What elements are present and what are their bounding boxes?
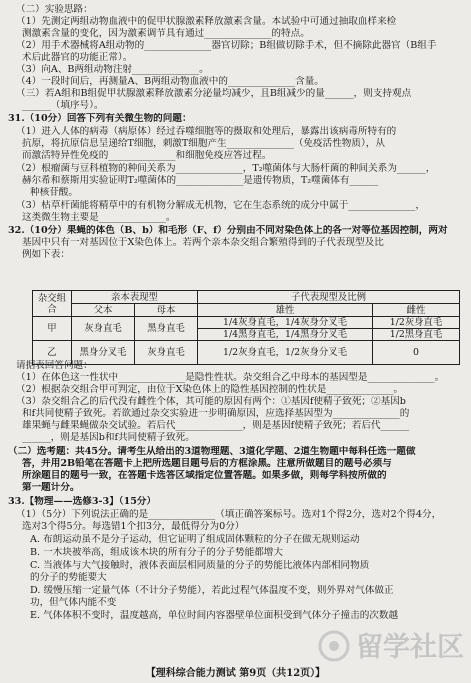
row-group-jia: 甲 <box>33 317 72 341</box>
row-father-yi: 黑身分叉毛 <box>72 341 135 365</box>
text-line: 赫尔希和蔡斯用实验证明T₂噬菌体的______________是遗传物质，T₂噬菌体有______ <box>22 175 379 186</box>
row-female-yi: 0 <box>373 341 460 365</box>
row-male-yi <box>198 341 373 365</box>
text-line: 32.（10分）果蝇的体色（B、b）和毛形（F、f）分别由不同对染色体上的各一对等位基因控制，两对 <box>8 225 448 236</box>
text-line: C. 当液体与大气接触时，液体表面层相同质量的分子的势能比液体内部相同物质 <box>30 560 370 571</box>
text-line: 这类微生物主要是______________。 <box>22 212 176 223</box>
text-line: 而激活特异性免疫的______________和细胞免疫应答过程。 <box>22 150 272 161</box>
text-line: （3）枯草杆菌能将精草中的有机物分解成无机物，它在生态系统的成分中属于______________， <box>16 200 426 211</box>
text-line: 所涂题目的题号一致，在答题卡选答区域指定位置答题。如果多做，则每学科按所做的 <box>22 470 387 481</box>
row-male-jia-1: 1/4灰身直毛，1/4灰身分叉毛 <box>198 317 373 329</box>
text-line: 抗原，将抗原信息呈递给T细胞，刺激T细胞产生______________（免疫活性物质），从 <box>22 138 385 149</box>
text-line: 种核苷酸。 <box>30 187 78 198</box>
header-group: 杂交组合 <box>33 291 72 317</box>
text-line: 第一题计分。 <box>22 482 80 493</box>
text-line: （2）根瘤菌与豆科植物的种间关系为______________，T₂噬菌体与大肠杆菌的种间关系为______， <box>16 163 436 174</box>
row-mother-yi: 灰身直毛 <box>135 341 198 365</box>
text-line: 功，但气体内能不变 <box>30 597 117 608</box>
text-line: 请据表回答问题： <box>16 360 93 371</box>
header-male: 雄性 <box>198 304 373 317</box>
header-parents: 亲本表现型 <box>72 291 198 304</box>
genetics-table <box>32 290 460 365</box>
header-female: 雌性 <box>373 304 460 317</box>
header-father: 父本 <box>72 304 135 317</box>
row-female-jia-1: 1/2灰身直毛 <box>373 317 460 329</box>
page-footer: 【理科综合能力测试 第9页（共12页）】 <box>145 668 326 679</box>
text-line: 选对3个得5分。每选错1个扣3分，最低得分为0分） <box>22 521 245 532</box>
text-line: 例如下表： <box>22 249 70 260</box>
text-line: （4）一段时间后，再测量A、B两组动物血液中的______________含量。 <box>16 76 324 87</box>
text-line: （二）选考题：共45分。请考生从给出的3道物理题、3道化学题、2道生物题中每科任选一题做 <box>8 446 416 457</box>
header-offspring: 子代表现型及比例 <box>198 291 460 304</box>
text-line: （1）在体色这一性状中______________是隐性性状。杂交组合乙中母本的基因型是______________。 <box>16 372 445 383</box>
watermark-text: 留学社区 <box>356 632 464 663</box>
row-group-yi: 乙 <box>33 341 72 365</box>
text-line: A. 布朗运动虽不是分子运动，但它证明了组成固体颗粒的分子在做无规则运动 <box>30 534 360 545</box>
watermark-dot-icon <box>329 641 339 651</box>
text-line: （1）（5分）下列说法正确的是______________（填正确答案标号。选对1个得2分，选对2个得4分， <box>16 509 442 520</box>
text-line: （2）用手术器械将A组动物的______________器官切除；B组做切除手术，但不摘除此器官（B组手 <box>16 40 437 51</box>
text-line: （2）根据杂交组合甲可判定，由位于X染色体上的隐性基因控制的性状是______________。 <box>16 384 404 395</box>
text-line: 和f共同使精子致死。若欲通过杂交实验进一步明确原因，应选择基因型为______________的 <box>22 408 410 419</box>
row-father-jia: 灰身直毛 <box>72 317 135 341</box>
text-line: 雄果蝇与雌果蝇做杂交试验。若后代______________，则是基因f使精子致死；若后代______ <box>22 420 410 431</box>
text-line: 测激素含量的变化，因为激素调节具有通过______________的特点。 <box>22 28 310 39</box>
row-male-jia-2: 1/4黑身直毛，1/4黑身分叉毛 <box>198 329 373 341</box>
row-mother-jia: 黑身直毛 <box>135 317 198 341</box>
text-line: 答，并用2B铅笔在答题卡上把所选题目题号后的方框涂黑。注意所做题目的题号必须与 <box>22 458 392 469</box>
text-line: （1）进入人体的病毒（病原体）经过吞噬细胞等的摄取和处理后，暴露出该病毒所特有的 <box>16 126 397 137</box>
text-line: ______（填序号）。 <box>22 100 104 111</box>
text-line: 31.（10分）回答下列有关微生物的问题： <box>8 113 192 124</box>
text-line: （1）先测定两组动物血液中的促甲状腺激素释放激素含量。本试验中可通过抽取血样来检 <box>16 16 397 27</box>
row-male-yi-text: 1/2灰身直毛，1/2灰身分叉毛 <box>223 347 347 358</box>
text-line: （二）实验思路： <box>16 4 93 15</box>
text-line: 的分子的势能要大 <box>30 572 107 583</box>
header-mother: 母本 <box>135 304 198 317</box>
text-line: （3）向A、B两组动物注射______________。 <box>16 64 209 75</box>
text-line: E. 气体体积不变时，温度越高，单位时间内容器壁单位面积受到气体分子撞击的次数越 <box>30 610 399 621</box>
text-line: B. 一木块被举高，组成该木块的所有分子的分子势能都增大 <box>30 547 283 558</box>
row-female-jia-2: 1/2黑身直毛 <box>373 329 460 341</box>
text-line: （3）杂交组合乙的后代没有雌性个体，其可能的原因有两个：①基因f使精子致死；②基因b <box>16 396 406 407</box>
text-line: 33.【物理——选修3-3】（15分） <box>8 496 157 507</box>
text-line: D. 缓慢压缩一定量气体（不计分子势能），若此过程气体温度不变，则外界对气体做正 <box>30 585 394 596</box>
text-line: 基因中只有一对基因位于X染色体上。若两个亲本杂交组合繁殖得到的子代表现型及比 <box>22 237 384 248</box>
text-line: （三）若A组和B组促甲状腺激素释放激素分泌量均减少，且B组减少的量______，则支持观点 <box>16 88 412 99</box>
text-line: 术后此器官的功能正常）。 <box>22 52 133 63</box>
text-line: ______，则是基因b和f共同使精子致死。 <box>22 432 195 443</box>
